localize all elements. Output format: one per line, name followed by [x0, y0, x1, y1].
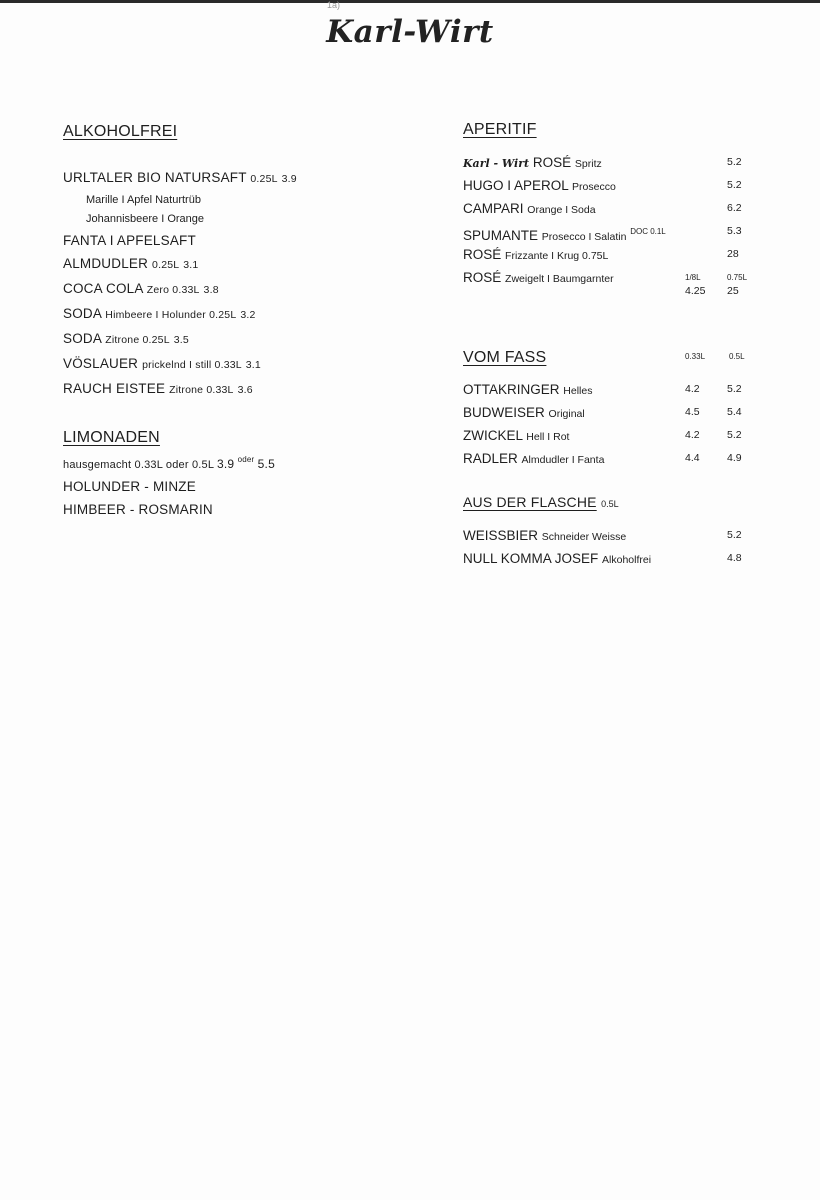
- menu-item: SODA Himbeere I Holunder 0.25L 3.2: [63, 306, 256, 321]
- menu-item: ZWICKEL Hell I Rot 4.2 5.2: [463, 424, 763, 447]
- top-edge: [0, 0, 820, 3]
- price: 4.4: [685, 452, 700, 464]
- price: 5.2: [727, 179, 742, 191]
- section-heading-flasche: AUS DER FLASCHE: [463, 494, 597, 510]
- menu-item: VÖSLAUER prickelnd I still 0.33L 3.1: [63, 356, 261, 371]
- price: 5.3: [727, 225, 742, 237]
- menu-item-detail: Marille I Apfel Naturtrüb: [86, 194, 201, 206]
- section-heading-alkoholfrei: ALKOHOLFREI: [63, 123, 178, 140]
- menu-item-detail: hausgemacht 0.33L oder 0.5L 3.9 $^{oder}$ 5.5: [63, 455, 275, 471]
- menu-item: NULL KOMMA JOSEF Alkoholfrei 4.8: [463, 547, 763, 570]
- menu-item: BUDWEISER Original 4.5 5.4: [463, 401, 763, 424]
- price: 28: [727, 248, 739, 260]
- menu-item: HUGO I APEROL Prosecco 5.2: [463, 174, 763, 197]
- menu-item: FANTA I APFELSAFT: [63, 233, 196, 248]
- price: 4.5: [685, 406, 700, 418]
- menu-item: HIMBEER - ROSMARIN: [63, 502, 213, 517]
- price: 5.2: [727, 156, 742, 168]
- page-mark: 1a): [327, 0, 341, 10]
- menu-item: RAUCH EISTEE Zitrone 0.33L 3.6: [63, 381, 253, 396]
- menu-item: URLTALER BIO NATURSAFT 0.25L 3.9: [63, 170, 297, 185]
- menu-item: SODA Zitrone 0.25L 3.5: [63, 331, 189, 346]
- price: 6.2: [727, 202, 742, 214]
- menu-item: WEISSBIER Schneider Weisse 5.2: [463, 524, 763, 547]
- price: 4.2: [685, 429, 700, 441]
- price: 25: [727, 285, 739, 297]
- restaurant-title: Karl-Wirt: [326, 14, 494, 50]
- price: 4.9: [727, 452, 742, 464]
- section-heading-aperitif: APERITIF: [463, 121, 537, 138]
- price: 4.25: [685, 285, 706, 297]
- left-column: [63, 120, 393, 521]
- menu-item: ROSÉ Frizzante I Krug 0.75L 28: [463, 243, 763, 266]
- menu-item: COCA COLA Zero 0.33L 3.8: [63, 281, 219, 296]
- price: 5.2: [727, 429, 742, 441]
- section-heading-vomfass: VOM FASS: [463, 349, 547, 366]
- price: 5.2: [727, 529, 742, 541]
- flasche-header: AUS DER FLASCHE 0.5L: [463, 494, 619, 510]
- menu-item: HOLUNDER - MINZE: [63, 479, 196, 494]
- menu-item: CAMPARI Orange I Soda 6.2: [463, 197, 763, 220]
- right-column: [463, 118, 763, 570]
- menu-item: ROSÉ Zweigelt I Baumgarnter 1/8L 0.75L 4.25 25: [463, 266, 763, 310]
- menu-item: OTTAKRINGER Helles 4.2 5.2: [463, 378, 763, 401]
- menu-item: Karl - Wirt ROSÉ Spritz 5.2: [463, 151, 763, 174]
- price: 5.4: [727, 406, 742, 418]
- price: 5.2: [727, 383, 742, 395]
- section-heading-limonaden: LIMONADEN: [63, 429, 160, 446]
- menu-item: SPUMANTE Prosecco I Salatin $^{DOC 0.1L}$ 5.3: [463, 220, 763, 243]
- price: 4.2: [685, 383, 700, 395]
- price: 4.8: [727, 552, 742, 564]
- vomfass-header: VOM FASS 0.33L 0.5L: [463, 349, 745, 366]
- menu-item: ALMDUDLER 0.25L 3.1: [63, 256, 199, 271]
- menu-item-detail: Johannisbeere I Orange: [86, 213, 205, 225]
- menu-item: RADLER Almdudler I Fanta 4.4 4.9: [463, 447, 763, 470]
